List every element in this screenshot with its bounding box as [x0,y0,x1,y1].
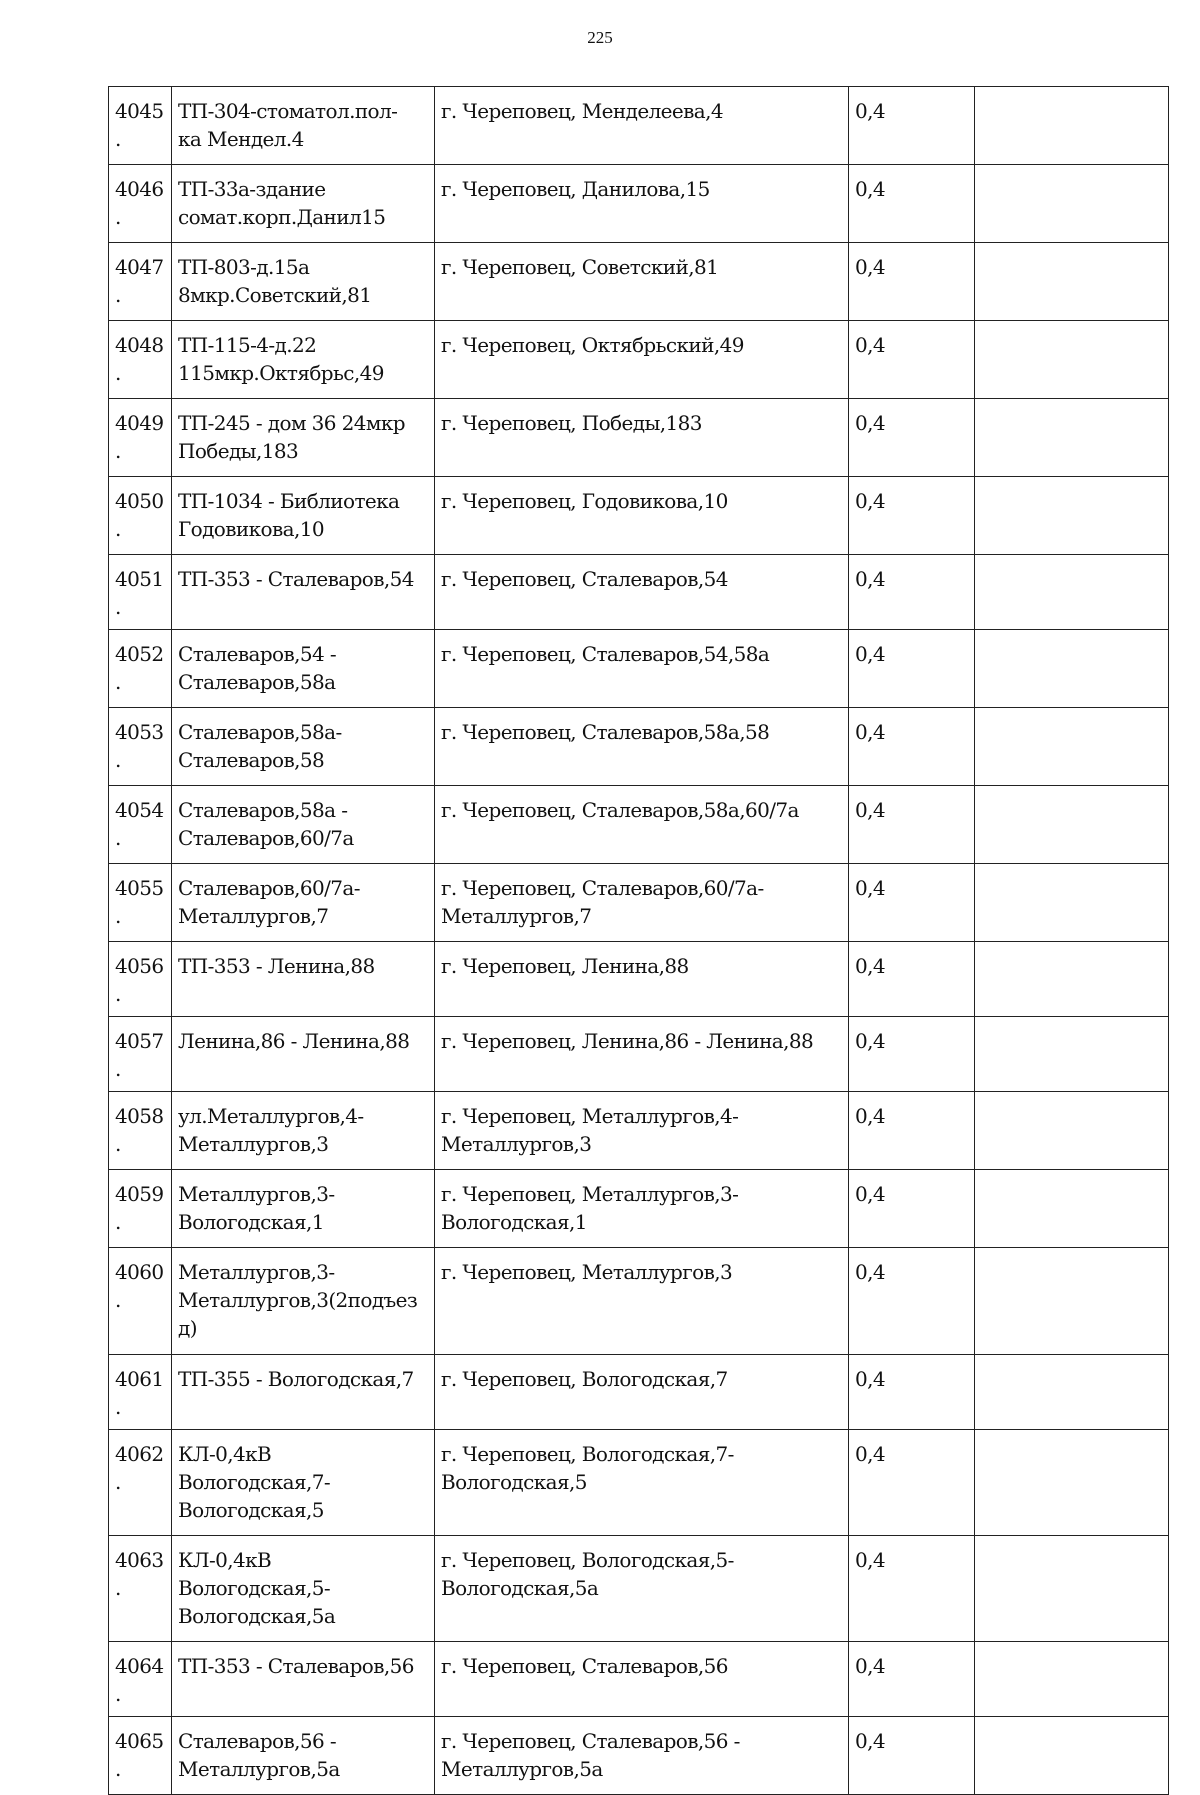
voltage-cell: 0,4 [849,399,975,477]
object-name-line: Вологодская,5 [178,1498,324,1522]
row-number-cell: 4050. [109,477,172,555]
object-name-line: Сталеваров,60/7а [178,826,354,850]
empty-cell [975,321,1169,399]
object-name-line: Сталеваров,54 - [178,642,337,666]
voltage-cell: 0,4 [849,1248,975,1355]
object-name-line: ТП-803-д.15а [178,255,310,279]
empty-cell [975,786,1169,864]
voltage-cell: 0,4 [849,1092,975,1170]
object-name-line: Сталеваров,58а [178,670,336,694]
address-cell [435,165,849,243]
voltage-cell: 0,4 [849,708,975,786]
table-row [109,477,1169,555]
address-cell [435,786,849,864]
address-cell [435,942,849,1017]
row-number-cell: 4061. [109,1355,172,1430]
object-name-cell [172,321,435,399]
registry-table-body [109,87,1169,1795]
address-line: г. Череповец, Металлургов,3 [441,1260,733,1284]
voltage-cell: 0,4 [849,864,975,942]
object-name-cell [172,165,435,243]
voltage-cell: 0,4 [849,321,975,399]
object-name-line: Победы,183 [178,439,299,463]
table-row [109,1430,1169,1536]
address-line: Вологодская,5а [441,1576,599,1600]
address-cell [435,477,849,555]
empty-cell [975,243,1169,321]
voltage-cell: 0,4 [849,1717,975,1795]
row-number-cell: 4045. [109,87,172,165]
table-row [109,1355,1169,1430]
empty-cell [975,1355,1169,1430]
address-line: г. Череповец, Сталеваров,54,58а [441,642,770,666]
row-number-cell: 4065. [109,1717,172,1795]
address-cell [435,243,849,321]
object-name-line: д) [178,1316,197,1340]
row-number-cell: 4060. [109,1248,172,1355]
address-cell [435,1170,849,1248]
table-row [109,1248,1169,1355]
address-line: г. Череповец, Ленина,88 [441,954,689,978]
table-row [109,243,1169,321]
object-name-line: КЛ-0,4кВ [178,1548,272,1572]
table-row [109,165,1169,243]
object-name-line: Металлургов,3- [178,1182,335,1206]
object-name-line: 115мкр.Октябрьс,49 [178,361,384,385]
voltage-cell: 0,4 [849,1642,975,1717]
object-name-line: Металлургов,3 [178,1132,329,1156]
object-name-cell [172,708,435,786]
empty-cell [975,87,1169,165]
table-row [109,1170,1169,1248]
table-row [109,1642,1169,1717]
table-row [109,399,1169,477]
row-number-cell: 4059. [109,1170,172,1248]
object-name-cell [172,87,435,165]
address-line: г. Череповец, Металлургов,4- [441,1104,739,1128]
empty-cell [975,1536,1169,1642]
object-name-line: Вологодская,5- [178,1576,331,1600]
table-row [109,942,1169,1017]
voltage-cell: 0,4 [849,630,975,708]
object-name-line: ТП-304-стоматол.пол- [178,99,398,123]
address-cell [435,630,849,708]
address-line: г. Череповец, Ленина,86 - Ленина,88 [441,1029,814,1053]
row-number-cell: 4049. [109,399,172,477]
empty-cell [975,399,1169,477]
voltage-cell: 0,4 [849,1536,975,1642]
row-number-cell: 4058. [109,1092,172,1170]
object-name-line: Ленина,86 - Ленина,88 [178,1029,410,1053]
object-name-line: Металлургов,3- [178,1260,335,1284]
address-cell [435,1248,849,1355]
address-line: Металлургов,5а [441,1757,603,1781]
object-name-cell [172,399,435,477]
empty-cell [975,942,1169,1017]
address-cell [435,708,849,786]
object-name-line: 8мкр.Советский,81 [178,283,372,307]
object-name-cell [172,477,435,555]
object-name-line: Металлургов,7 [178,904,329,928]
registry-table [108,86,1169,1795]
object-name-line: ТП-245 - дом 36 24мкр [178,411,405,435]
address-cell [435,555,849,630]
table-row [109,87,1169,165]
address-line: Металлургов,7 [441,904,592,928]
row-number-cell: 4048. [109,321,172,399]
address-line: г. Череповец, Годовикова,10 [441,489,728,513]
voltage-cell: 0,4 [849,942,975,1017]
table-row [109,786,1169,864]
address-line: г. Череповец, Сталеваров,58а,60/7а [441,798,799,822]
voltage-cell: 0,4 [849,87,975,165]
table-row [109,1017,1169,1092]
table-row [109,321,1169,399]
address-cell [435,1536,849,1642]
object-name-line: Металлургов,5а [178,1757,340,1781]
row-number-cell: 4057. [109,1017,172,1092]
address-line: г. Череповец, Сталеваров,54 [441,567,728,591]
object-name-line: Сталеваров,58 [178,748,325,772]
empty-cell [975,165,1169,243]
object-name-line: ТП-353 - Сталеваров,54 [178,567,414,591]
address-line: Металлургов,3 [441,1132,592,1156]
object-name-line: Годовикова,10 [178,517,324,541]
address-line: г. Череповец, Сталеваров,56 [441,1654,728,1678]
address-cell [435,1430,849,1536]
address-line: г. Череповец, Сталеваров,56 - [441,1729,740,1753]
table-row [109,1092,1169,1170]
object-name-line: ка Мендел.4 [178,127,304,151]
address-line: г. Череповец, Победы,183 [441,411,702,435]
object-name-cell [172,1717,435,1795]
address-line: г. Череповец, Вологодская,5- [441,1548,734,1572]
object-name-line: Сталеваров,58а - [178,798,348,822]
address-line: г. Череповец, Советский,81 [441,255,719,279]
address-line: Вологодская,5 [441,1470,587,1494]
table-row [109,708,1169,786]
voltage-cell: 0,4 [849,1430,975,1536]
voltage-cell: 0,4 [849,1017,975,1092]
address-cell [435,321,849,399]
empty-cell [975,1642,1169,1717]
voltage-cell: 0,4 [849,1355,975,1430]
object-name-line: ТП-1034 - Библиотека [178,489,400,513]
row-number-cell: 4052. [109,630,172,708]
table-row [109,1717,1169,1795]
object-name-cell [172,864,435,942]
address-line: г. Череповец, Сталеваров,60/7а- [441,876,764,900]
empty-cell [975,477,1169,555]
table-row [109,864,1169,942]
object-name-cell [172,1017,435,1092]
object-name-cell [172,1248,435,1355]
table-row [109,630,1169,708]
object-name-cell [172,1092,435,1170]
address-line: Вологодская,1 [441,1210,587,1234]
object-name-line: Вологодская,5а [178,1604,336,1628]
table-row [109,1536,1169,1642]
empty-cell [975,630,1169,708]
row-number-cell: 4062. [109,1430,172,1536]
row-number-cell: 4063. [109,1536,172,1642]
row-number-cell: 4046. [109,165,172,243]
empty-cell [975,1170,1169,1248]
object-name-line: ТП-115-4-д.22 [178,333,317,357]
address-line: г. Череповец, Вологодская,7- [441,1442,734,1466]
address-cell [435,1717,849,1795]
address-cell [435,87,849,165]
row-number-cell: 4055. [109,864,172,942]
object-name-cell [172,630,435,708]
empty-cell [975,1248,1169,1355]
object-name-cell [172,1355,435,1430]
empty-cell [975,708,1169,786]
address-cell [435,399,849,477]
object-name-line: ТП-33а-здание [178,177,326,201]
object-name-cell [172,1170,435,1248]
empty-cell [975,864,1169,942]
page-number: 225 [587,28,613,47]
voltage-cell: 0,4 [849,243,975,321]
object-name-line: КЛ-0,4кВ [178,1442,272,1466]
object-name-line: ТП-353 - Сталеваров,56 [178,1654,414,1678]
row-number-cell: 4056. [109,942,172,1017]
voltage-cell: 0,4 [849,555,975,630]
address-line: г. Череповец, Сталеваров,58а,58 [441,720,770,744]
object-name-cell [172,786,435,864]
object-name-line: Сталеваров,60/7а- [178,876,360,900]
object-name-line: ТП-355 - Вологодская,7 [178,1367,414,1391]
voltage-cell: 0,4 [849,165,975,243]
address-line: г. Череповец, Вологодская,7 [441,1367,728,1391]
object-name-line: Вологодская,7- [178,1470,331,1494]
object-name-cell [172,243,435,321]
row-number-cell: 4054. [109,786,172,864]
address-cell [435,1355,849,1430]
address-line: г. Череповец, Металлургов,3- [441,1182,739,1206]
address-line: г. Череповец, Данилова,15 [441,177,710,201]
object-name-line: ул.Металлургов,4- [178,1104,364,1128]
object-name-line: Сталеваров,58а- [178,720,342,744]
voltage-cell: 0,4 [849,786,975,864]
address-line: г. Череповец, Менделеева,4 [441,99,724,123]
object-name-line: ТП-353 - Ленина,88 [178,954,375,978]
voltage-cell: 0,4 [849,477,975,555]
voltage-cell: 0,4 [849,1170,975,1248]
address-cell [435,1092,849,1170]
address-line: г. Череповец, Октябрьский,49 [441,333,744,357]
object-name-cell [172,942,435,1017]
row-number-cell: 4051. [109,555,172,630]
address-cell [435,1017,849,1092]
object-name-line: Вологодская,1 [178,1210,324,1234]
object-name-line: Металлургов,3(2подъез [178,1288,418,1312]
row-number-cell: 4064. [109,1642,172,1717]
object-name-cell [172,1642,435,1717]
object-name-cell [172,1536,435,1642]
object-name-line: сомат.корп.Данил15 [178,205,386,229]
address-cell [435,1642,849,1717]
empty-cell [975,1092,1169,1170]
empty-cell [975,555,1169,630]
row-number-cell: 4047. [109,243,172,321]
object-name-cell [172,1430,435,1536]
object-name-line: Сталеваров,56 - [178,1729,337,1753]
table-row [109,555,1169,630]
object-name-cell [172,555,435,630]
empty-cell [975,1430,1169,1536]
empty-cell [975,1017,1169,1092]
address-cell [435,864,849,942]
empty-cell [975,1717,1169,1795]
row-number-cell: 4053. [109,708,172,786]
